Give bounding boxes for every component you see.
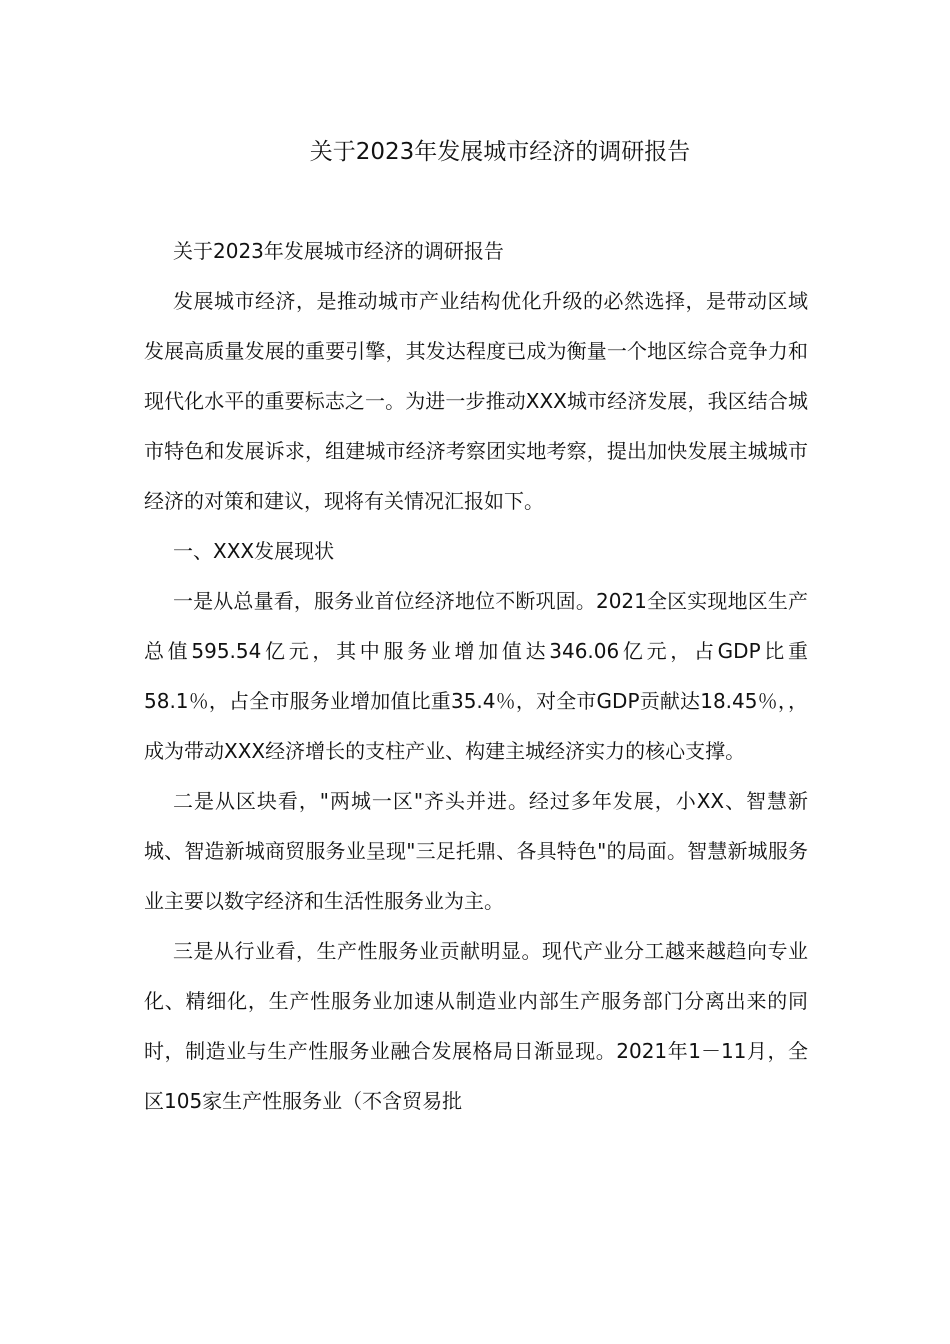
- paragraph-intro: 发展城市经济，是推动城市产业结构优化升级的必然选择，是带动区域发展高质量发展的重要引擎，其发达程度已成为衡量一个地区综合竞争力和现代化水平的重要标志之一。为进一步推动XXX城市经济发展，我区结合城市特色和发展诉求，组建城市经济考察团实地考察，提出加快发展主城城市经济的对策和建议，现将有关情况汇报如下。: [144, 289, 808, 513]
- document-body: [144, 226, 808, 1126]
- paragraph-total: 一是从总量看，服务业首位经济地位不断巩固。2021全区实现地区生产总值595.54亿元，其中服务业增加值达346.06亿元，占GDP比重58.1％，占全市服务业增加值比重35.4％，对全市GDP贡献达18.45％，，成为带动XXX经济增长的支柱产业、构建主城经济实力的核心支撑。: [144, 589, 808, 763]
- paragraph-industry: 三是从行业看，生产性服务业贡献明显。现代产业分工越来越趋向专业化、精细化，生产性服务业加速从制造业内部生产服务部门分离出来的同时，制造业与生产性服务业融合发展格局日渐显现。2021年1－11月，全区105家生产性服务业（不含贸易批: [144, 939, 808, 1113]
- section-heading: 一、XXX发展现状: [173, 539, 335, 563]
- document-title: 关于2023年发展城市经济的调研报告: [309, 139, 691, 165]
- paragraph-region: 二是从区块看，"两城一区"齐头并进。经过多年发展，小XX、智慧新城、智造新城商贸服务业呈现"三足托鼎、各具特色"的局面。智慧新城服务业主要以数字经济和生活性服务业为主。: [144, 789, 808, 913]
- paragraph-heading: 关于2023年发展城市经济的调研报告: [173, 239, 504, 263]
